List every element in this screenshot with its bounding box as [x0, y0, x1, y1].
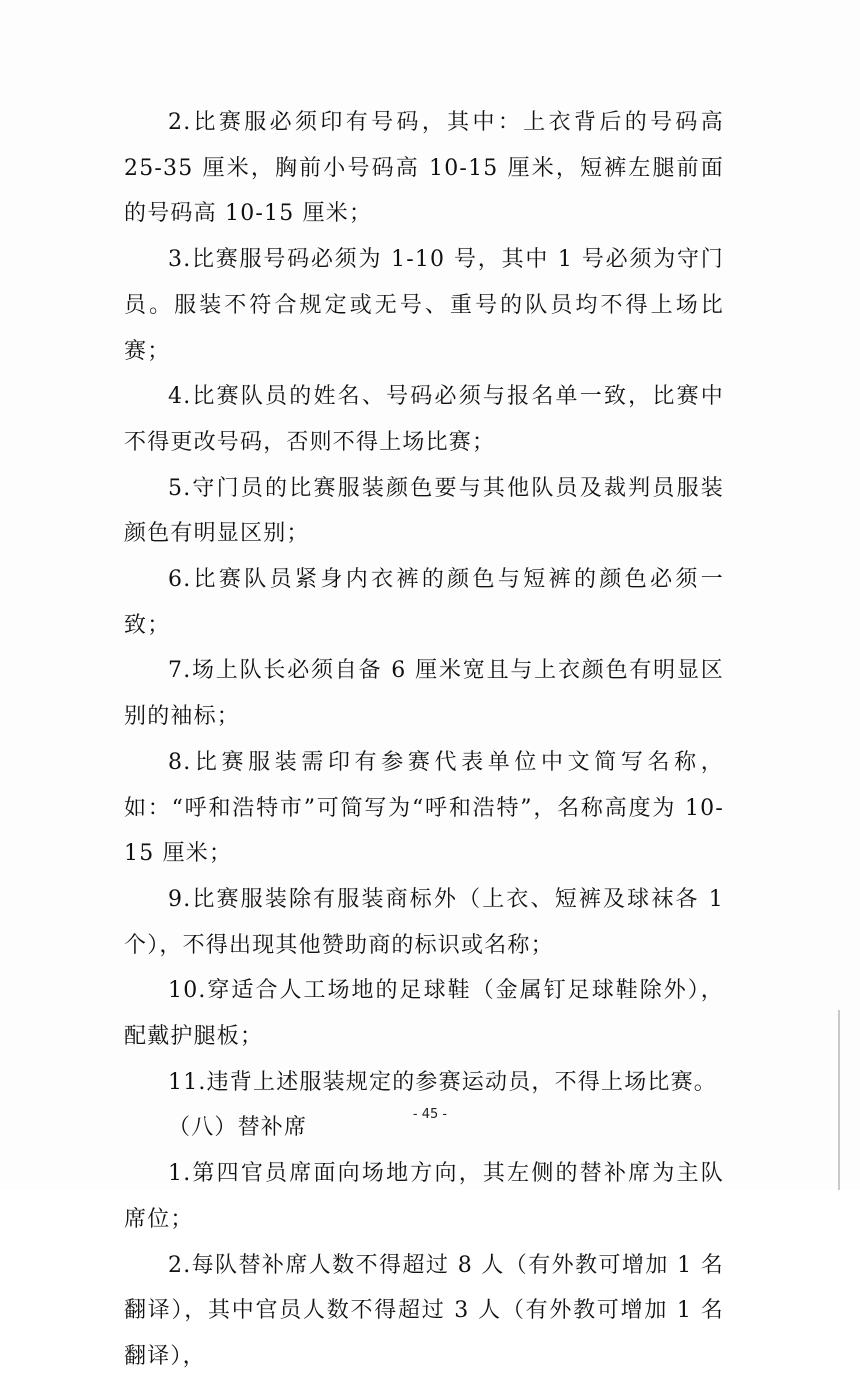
section-heading: （八）替补席 [168, 1115, 308, 1141]
rule-paragraph-8: 8.比赛服装需印有参赛代表单位中文简写名称，如：“呼和浩特市”可简写为“呼和浩特”，名称高度为 10-15 厘米； [124, 749, 724, 867]
rule-paragraph-4: 4.比赛队员的姓名、号码必须与报名单一致，比赛中不得更改号码，否则不得上场比赛； [124, 384, 724, 455]
rule-paragraph-5: 5.守门员的比赛服装颜色要与其他队员及裁判员服装颜色有明显区别； [124, 475, 724, 547]
rule-paragraph-6: 6.比赛队员紧身内衣裤的颜色与短裤的颜色必须一致； [124, 567, 724, 638]
rule-paragraph-2: 2.比赛服必须印有号码，其中：上衣背后的号码高 25-35 厘米，胸前小号码高 10-15 厘米，短裤左腿前面的号码高 10-15 厘米； [124, 110, 724, 227]
rule-paragraph-9: 9.比赛服装除有服装商标外（上衣、短裤及球袜各 1 个），不得出现其他赞助商的标识或名称； [124, 886, 724, 958]
document-body [124, 100, 724, 1380]
bench-paragraph-2: 2.每队替补席人数不得超过 8 人（有外教可增加 1 名翻译），其中官员人数不得超过 3 人（有外教可增加 1 名翻译）， [124, 1252, 724, 1369]
rule-paragraph-11: 11.违背上述服装规定的参赛运动员，不得上场比赛。 [168, 1069, 717, 1095]
scan-edge-line [838, 1010, 840, 1190]
rule-paragraph-3: 3.比赛服号码必须为 1-10 号，其中 1 号必须为守门员。服装不符合规定或无号、重号的队员均不得上场比赛； [124, 247, 724, 364]
bench-paragraph-1: 1.第四官员席面向场地方向，其左侧的替补席为主队席位； [124, 1161, 724, 1232]
rule-paragraph-10: 10.穿适合人工场地的足球鞋（金属钉足球鞋除外），配戴护腿板； [124, 978, 724, 1050]
rule-paragraph-7: 7.场上队长必须自备 6 厘米宽且与上衣颜色有明显区别的袖标； [124, 658, 724, 730]
page-number: - 45 - [412, 1107, 448, 1122]
